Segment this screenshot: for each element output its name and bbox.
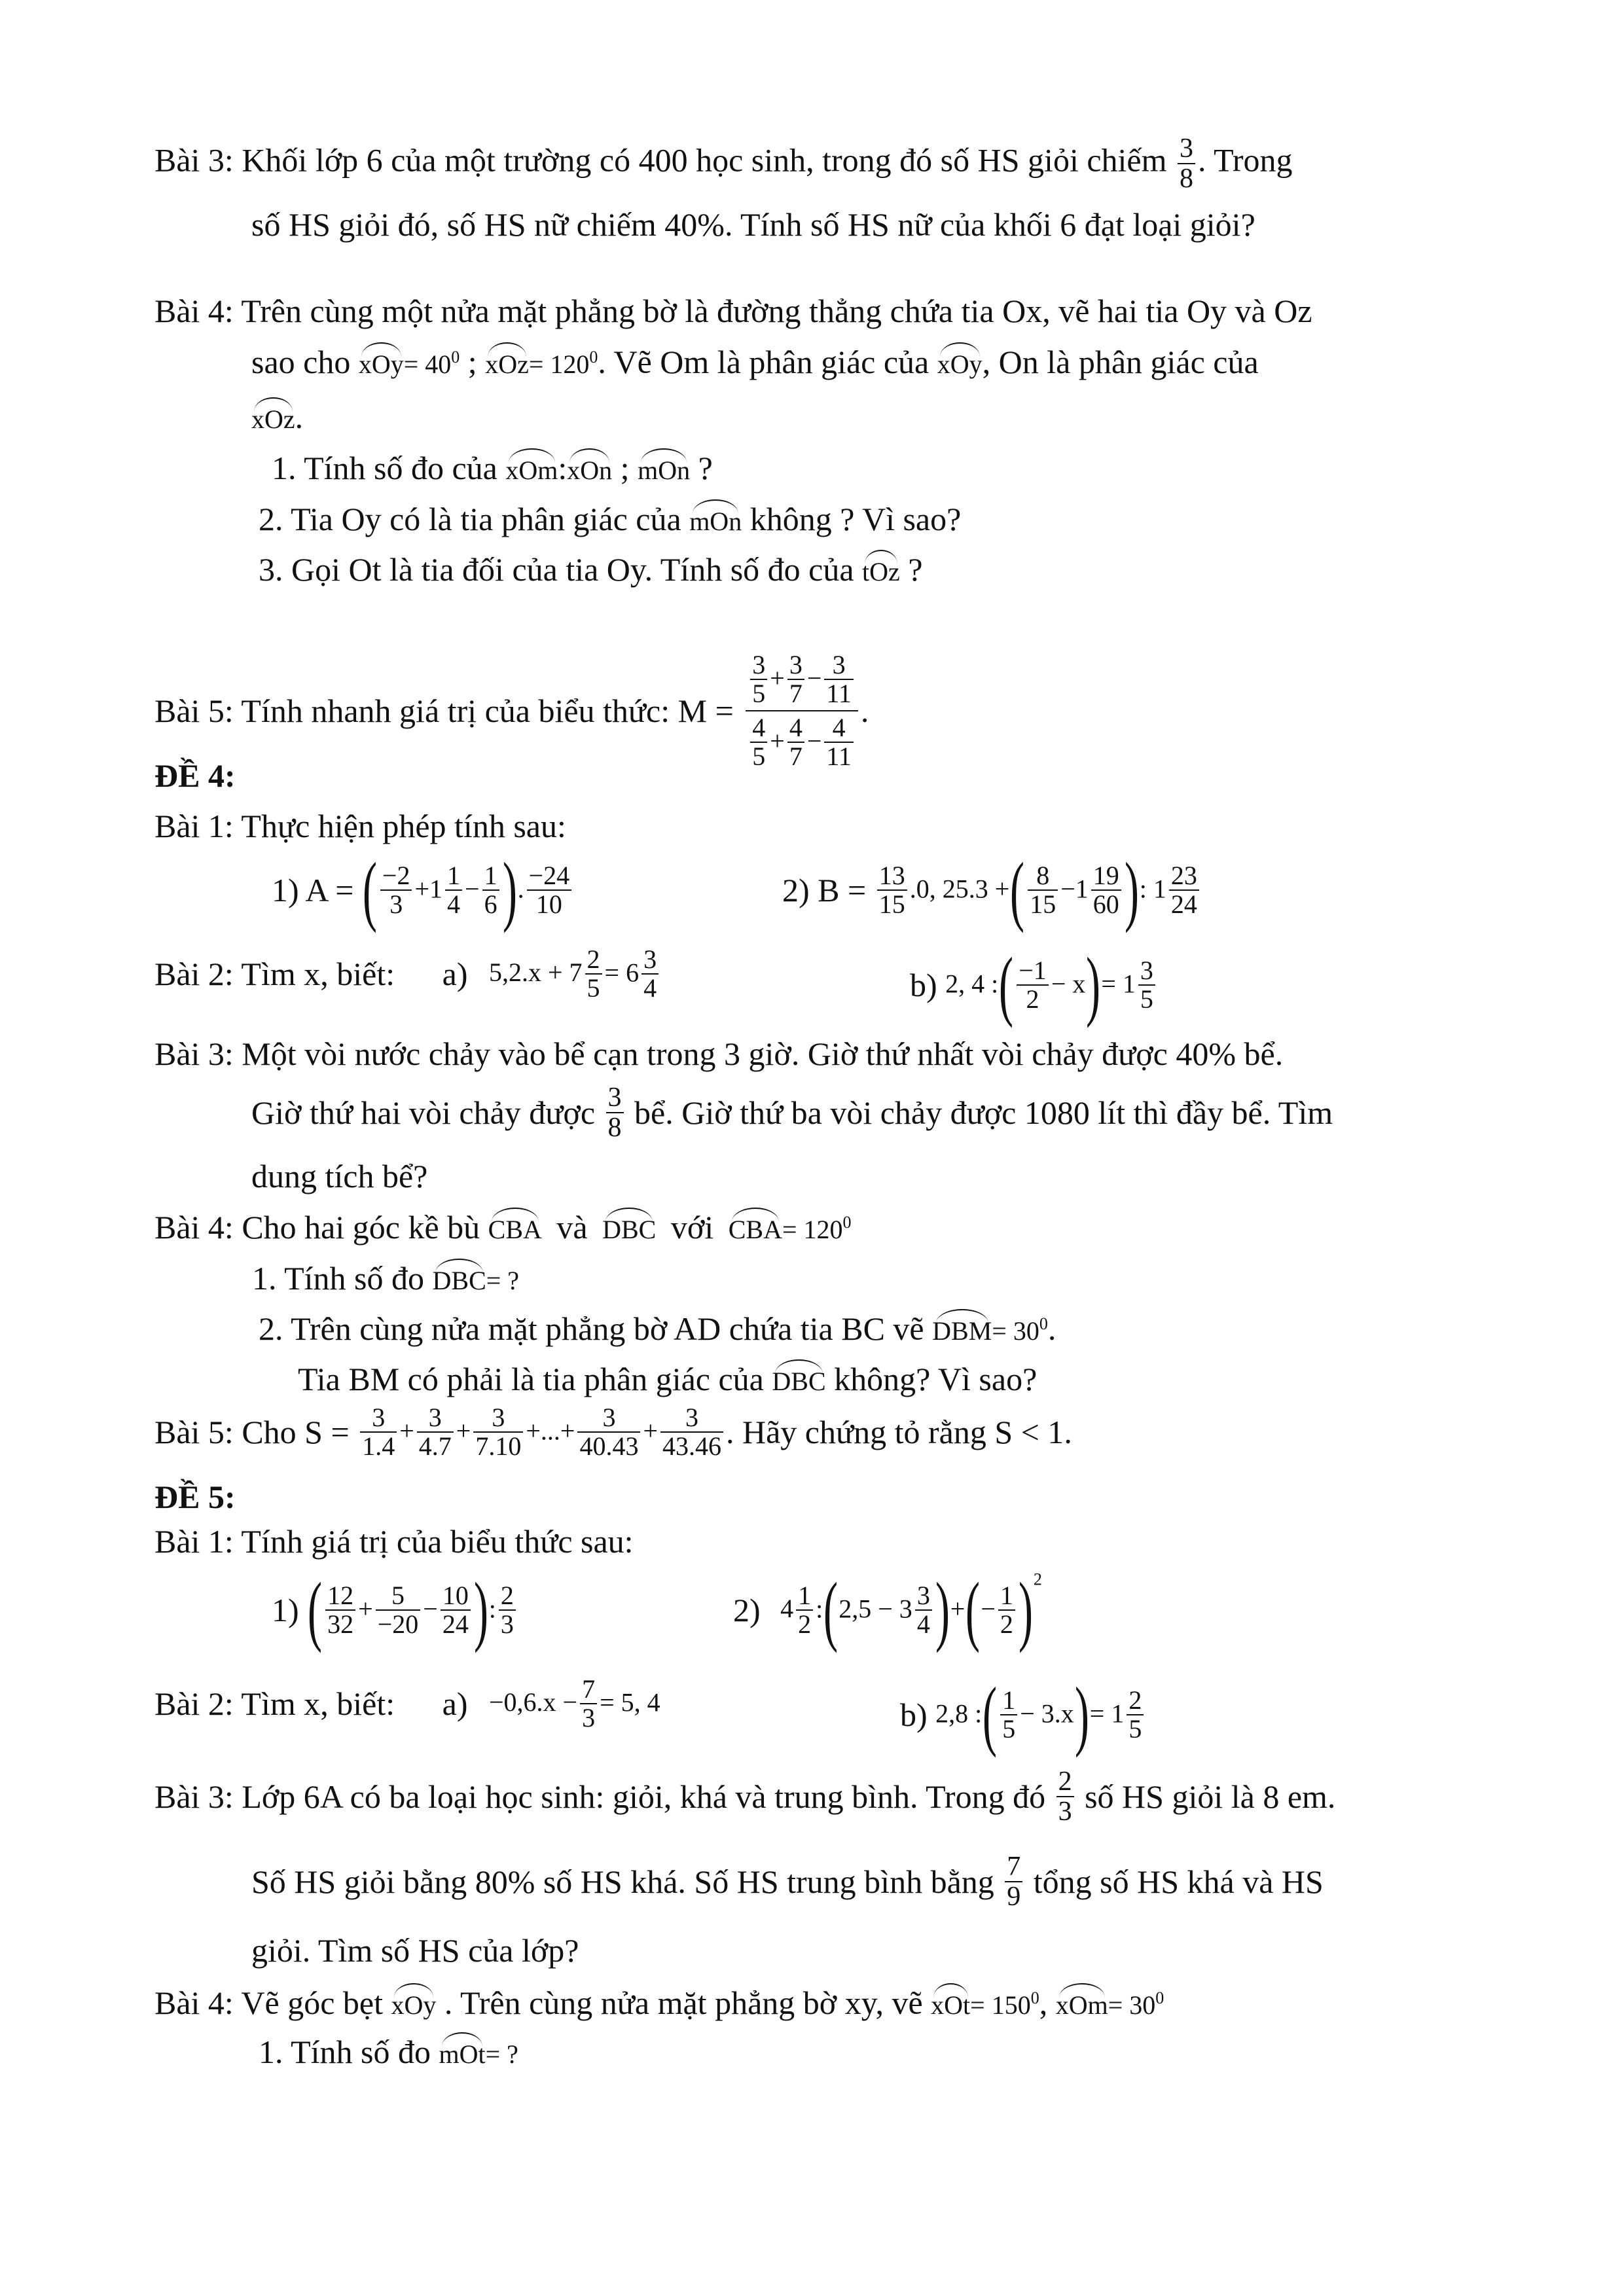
de5-bai3-line2: Số HS giỏi bằng 80% số HS khá. Số HS trung bình bằng $\frac{7}{9}$ tổng số HS khá và HS xyxy=(251,1852,1324,1912)
de4-bai5: Bài 5: Cho S = $\frac{3}{1.4}$ + $\frac{3}{4.7}$ + $\frac{3}{7.10}$ +...+ $\frac{3}{40.43}$ + $\frac{3}{43.46}$ . Hãy chứng tỏ rằng S < 1. xyxy=(154,1403,1072,1461)
de5-bai3-line3: giỏi. Tìm số HS của lớp? xyxy=(251,1932,579,1969)
angle-xOt: xOt xyxy=(931,1988,970,2018)
de4-bai4-q2: 2. Trên cùng nửa mặt phẳng bờ AD chứa tia BC vẽ $DBM= 30^0$. xyxy=(259,1310,1056,1347)
angle-xOm: xOm xyxy=(505,454,558,484)
angle-xOz: xOz xyxy=(485,348,529,378)
angle-CBA: CBA xyxy=(488,1213,542,1243)
de3-bai4-q2: 2. Tia Oy có là tia phân giác của mOn không ? Vì sao? xyxy=(259,501,962,537)
angle-DBM: DBM xyxy=(932,1314,992,1344)
de5-bai1-title: Bài 1: Tính giá trị của biểu thức sau: xyxy=(154,1523,634,1560)
de4-bai3-line2: Giờ thứ hai vòi chảy được $\frac{3}{8}$ bể. Giờ thứ ba vòi chảy được 1080 lít thì đầy bể. Tìm xyxy=(251,1083,1333,1143)
angle-mOn: mOn xyxy=(638,454,690,484)
de5-bai4-q1: 1. Tính số đo mOt= ? xyxy=(259,2034,518,2070)
angle-DBC-2: DBC xyxy=(433,1264,486,1294)
angle-xOy-straight: xOy xyxy=(391,1988,437,2018)
de4-bai4-q3: Tia BM có phải là tia phân giác của DBC không? Vì sao? xyxy=(298,1361,1038,1397)
de5-title: ĐỀ 5: xyxy=(154,1479,236,1515)
de3-bai4-line1: Bài 4: Trên cùng một nửa mặt phẳng bờ là đường thẳng chứa tia Ox, vẽ hai tia Oy và Oz xyxy=(154,293,1312,329)
de4-bai4-line1: Bài 4: Cho hai góc kề bù CBA và DBC với $CBA= 120^0$ xyxy=(154,1209,852,1246)
angle-xOy-2: xOy xyxy=(937,348,983,378)
de3-bai5: Bài 5: Tính nhanh giá trị của biểu thức: M = $\frac{3}{5}$ + $\frac{3}{7}$ − $\frac{3}{11}$ $\frac{4}{5}$ + $\frac{4}{7}$ − $\frac{4}{11}$ . xyxy=(154,650,869,771)
angle-xOz-2: xOz xyxy=(251,403,295,433)
fraction-3-8: $\frac{3}{8}$ xyxy=(1178,134,1195,193)
de4-bai2: Bài 2: Tìm x, biết: a) 5,2.x + 7 $\frac{2}{5}$ = 6 $\frac{3}{4}$ xyxy=(154,946,661,1002)
de4-bai3-line3: dung tích bể? xyxy=(251,1158,428,1194)
de4-bai1-title: Bài 1: Thực hiện phép tính sau: xyxy=(154,808,566,844)
de3-bai4-line3: xOz. xyxy=(251,399,304,435)
angle-DBC-3: DBC xyxy=(772,1365,825,1395)
de3-bai3-line2: số HS giỏi đó, số HS nữ chiếm 40%. Tính số HS nữ của khối 6 đạt loại giỏi? xyxy=(251,206,1255,243)
de5-bai4-line1: Bài 4: Vẽ góc bẹt xOy . Trên cùng nửa mặt phẳng bờ xy, vẽ $xOt= 150^0$, $xOm= 30^0$ xyxy=(154,1984,1164,2021)
angle-DBC: DBC xyxy=(602,1213,656,1243)
angle-xOy: xOy xyxy=(359,348,404,378)
angle-CBA-2: CBA xyxy=(729,1213,782,1243)
de3-bai4-line2: sao cho $xOy= 40^0$ ; $xOz= 120^0$. Vẽ Om là phân giác của xOy, On là phân giác của xyxy=(251,344,1259,380)
compound-fraction-M: $\frac{3}{5}$ + $\frac{3}{7}$ − $\frac{3}{11}$ $\frac{4}{5}$ + $\frac{4}{7}$ − $\frac{4}{11}$ xyxy=(746,651,858,770)
de4-bai1-expr2: 2) B = $\frac{13}{15}$ .0, 25.3 +( $\frac{8}{15}$ −1 $\frac{19}{60}$ ): 1 $\frac{23}{24}$ xyxy=(782,851,1202,929)
de5-bai1-expr1: 1) ( $\frac{12}{32}$ + $\frac{5}{-20}$ − $\frac{10}{24}$ ): $\frac{2}{3}$ xyxy=(272,1571,518,1649)
de4-title: ĐỀ 4: xyxy=(154,757,236,794)
de3-bai3-line1: Bài 3: Khối lớp 6 của một trường có 400 học sinh, trong đó số HS giỏi chiếm $\frac{3}{8}$ . Trong xyxy=(154,134,1293,194)
de4-bai3-line1: Bài 3: Một vòi nước chảy vào bể cạn trong 3 giờ. Giờ thứ nhất vòi chảy được 40% bể. xyxy=(154,1035,1284,1072)
de4-bai4-q1: 1. Tính số đo DBC= ? xyxy=(252,1260,520,1297)
de3-bai4-q3: 3. Gọi Ot là tia đối của tia Oy. Tính số đo của tOz ? xyxy=(259,551,923,588)
de5-bai2: Bài 2: Tìm x, biết: a) −0,6.x − $\frac{7}{3}$ = 5, 4 xyxy=(154,1674,660,1732)
de5-bai1-expr2: 2) 4 $\frac{1}{2}$ :(2,5 − 3 $\frac{3}{4}$ )+(− $\frac{1}{2}$ )$^2$ xyxy=(733,1566,1042,1653)
angle-mOn-2: mOn xyxy=(689,505,742,535)
de3-bai4-q1: 1. Tính số đo của xOm:xOn ; mOn ? xyxy=(272,450,713,486)
de4-bai1-expr1: 1) A = ( $\frac{-2}{3}$ +1 $\frac{1}{4}$ − $\frac{1}{6}$ ). $\frac{-24}{10}$ xyxy=(272,851,574,929)
de4-bai2-b: b) 2, 4 :( $\frac{-1}{2}$ − x)= 1 $\frac{3}{5}$ xyxy=(910,946,1158,1024)
angle-xOn: xOn xyxy=(567,454,612,484)
angle-mOt: mOt xyxy=(439,2037,486,2068)
angle-xOm-de5: xOm xyxy=(1056,1988,1108,2018)
angle-tOz: tOz xyxy=(862,555,900,585)
de5-bai3-line1: Bài 3: Lớp 6A có ba loại học sinh: giỏi, khá và trung bình. Trong đó $\frac{2}{3}$ số HS giỏi là 8 em. xyxy=(154,1767,1336,1827)
de5-bai2-b: b) 2,8 :( $\frac{1}{5}$ − 3.x)= 1 $\frac{2}{5}$ xyxy=(900,1676,1146,1754)
